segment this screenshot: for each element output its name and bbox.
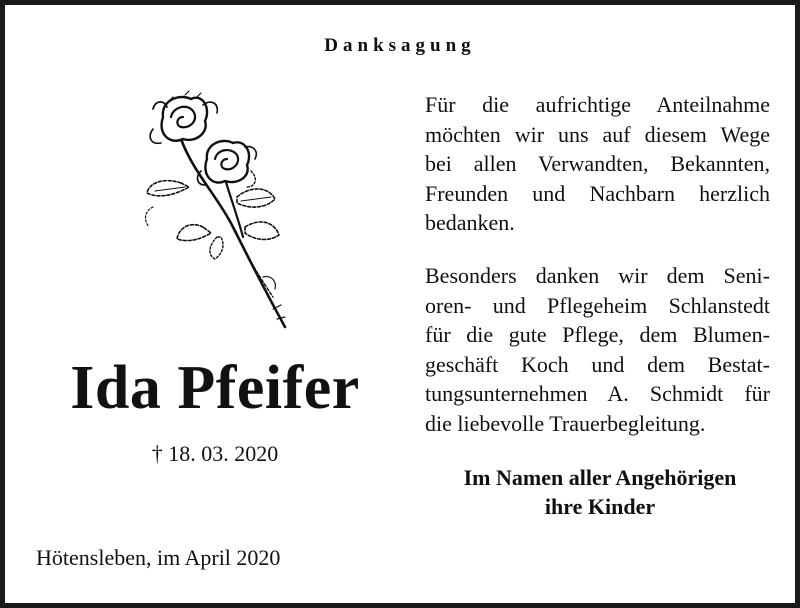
text-line: bei allen Verwandten, Bekannten, — [425, 151, 770, 176]
text-line: Freunden und Nachbarn herzlich — [425, 180, 770, 206]
signature-line: ihre Kinder — [544, 494, 656, 519]
text-line: bedanken. — [425, 210, 515, 235]
text-line: tungsunternehmen A. Schmidt für — [425, 381, 770, 406]
deceased-name: Ida Pfeifer — [70, 354, 360, 422]
death-date: † 18. 03. 2020 — [151, 441, 279, 466]
text-line: Für die aufrichtige Anteilnahme — [425, 92, 770, 117]
text-line: für die gute Pflege, dem Blumen- — [425, 322, 770, 347]
text-line: oren- und Pflegeheim Schlanstedt — [425, 292, 770, 318]
text-line: Besonders danken wir dem Seni- — [425, 263, 770, 288]
heading: Danksagung — [324, 35, 476, 56]
signature-line: Im Namen aller Angehörigen — [463, 465, 737, 490]
special-thanks-paragraph — [425, 261, 770, 438]
rose-drawing-icon — [133, 87, 303, 337]
text-line: geschäft Koch und dem Bestat- — [425, 351, 770, 377]
signature — [425, 463, 775, 521]
thanks-paragraph — [425, 90, 770, 238]
text-line: möchten wir uns auf diesem Wege — [425, 121, 770, 147]
place-and-date: Hötensleben, im April 2020 — [36, 545, 281, 570]
text-line: die liebevolle Trauerbegleitung. — [425, 410, 706, 436]
